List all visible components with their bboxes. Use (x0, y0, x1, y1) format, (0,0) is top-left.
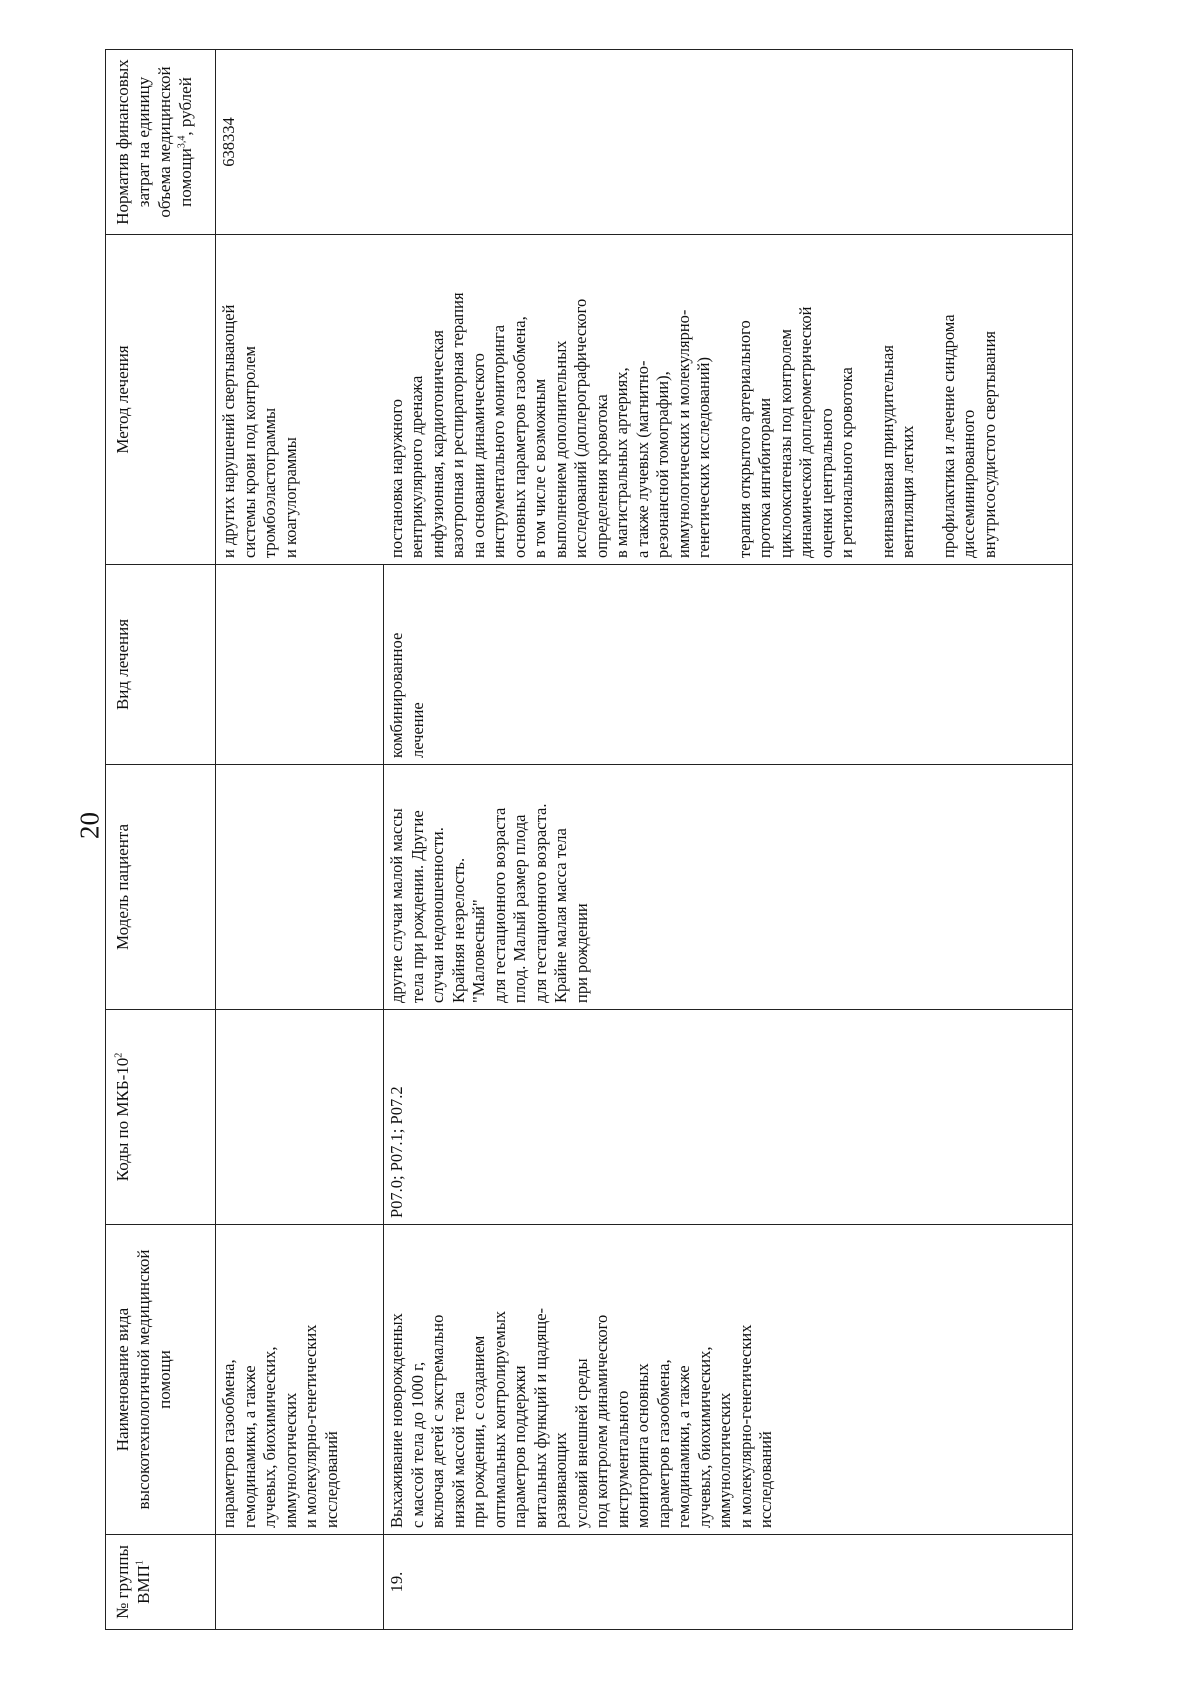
header-codes: Коды по МКБ-$10^2$ (106, 1010, 216, 1225)
row1-name: параметров газообмена, гемодинамики, а также лучевых, биохимических, иммунологических и молекулярно-генетических исследований (216, 1225, 384, 1535)
header-name: Наименование вида высокотехнологичной медицинской помощи (106, 1225, 216, 1535)
row1-model (216, 765, 384, 1010)
vmp-table (105, 49, 1073, 1630)
row1-codes (216, 1010, 384, 1225)
header-model: Модель пациента (106, 765, 216, 1010)
cost-value: 638334 (219, 117, 238, 167)
row2-codes: P07.0; P07.1; P07.2 (384, 1010, 1073, 1225)
cost-cell (216, 50, 1073, 235)
header-group: № группы ВМП$^1$ (106, 1535, 216, 1630)
page-number: 20 (74, 812, 105, 839)
table-row (216, 50, 384, 1630)
row1-treatment-type (216, 565, 384, 765)
table-row (384, 50, 1073, 1630)
header-cost: Норматив финансовых затрат на единицу объема медицинской помощи$^{3,4}$, рублей (106, 50, 216, 235)
row1-method: и других нарушений свертывающей системы крови под контролем тромбоэластограммы и коагулограммы (216, 235, 384, 565)
row2-method: постановка наружного вентрикулярного дренажа инфузионная, кардиотоническая вазотропная и респираторная терапия на основании динамического инструментального мониторинга основных параметров газообмена, в том числе с возможным выполнением дополнительных исследований (доплерографического определения кровотока в магистральных артериях, а также лучевых (магнитно- резонансной томографии), иммунологических и молекулярно- генетических исследований) терапия открытого артериального протока ингибиторами циклооксигеназы под контролем динамической доплерометрической оценки центрального и регионального кровотока неинвазивная принудительная вентиляция легких профилактика и лечение синдрома диссеминированного внутрисосудистого свертывания (384, 235, 1073, 565)
row2-group-number: 19. (384, 1535, 1073, 1630)
table-header-row (106, 50, 216, 1630)
row2-name: Выхаживание новорожденных с массой тела до 1000 г, включая детей с экстремально низкой массой тела при рождении, с созданием оптимальных контролируемых параметров поддержки витальных функций и щадяще- развивающих условий внешней среды под контролем динамического инструментального мониторинга основных параметров газообмена, гемодинамики, а также лучевых, биохимических, иммунологических и молекулярно-генетических исследований (384, 1225, 1073, 1535)
rotated-table-stage (105, 50, 1073, 1630)
header-treatment-type: Вид лечения (106, 565, 216, 765)
row2-treatment-type: комбинированное лечение (384, 565, 1073, 765)
header-method: Метод лечения (106, 235, 216, 565)
row2-model: другие случаи малой массы тела при рождении. Другие случаи недоношенности. Крайняя незрелость. "Маловесный" для гестационного возраста плод. Малый размер плода для гестационного возраста. Крайне малая масса тела при рождении (384, 765, 1073, 1010)
row1-group (216, 1535, 384, 1630)
